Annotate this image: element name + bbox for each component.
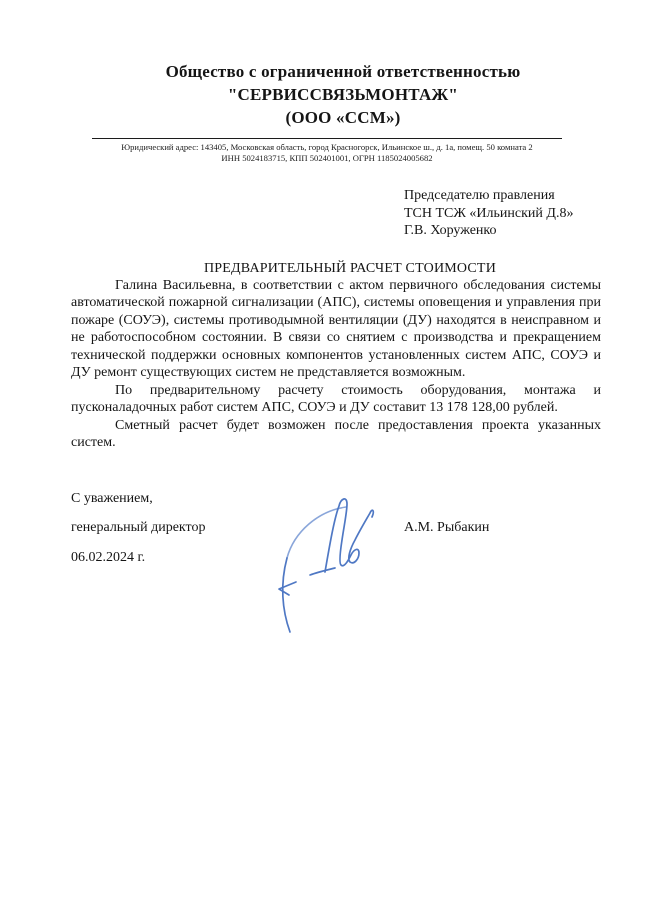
recipient-name: Г.В. Хоруженко [404, 223, 497, 238]
company-type-line: Общество с ограниченной ответственностью [165, 62, 521, 81]
company-name-line: "СЕРВИССВЯЗЬМОНТАЖ" [227, 85, 459, 104]
document-date: 06.02.2024 г. [71, 549, 146, 565]
signer-name: А.М. Рыбакин [404, 520, 490, 535]
signature-underdash [310, 568, 335, 575]
closing-phrase: С уважением, [71, 490, 153, 506]
recipient-organization: ТСН ТСЖ «Ильинский Д.8» [404, 205, 574, 221]
paragraph-estimate-condition: Сметный расчет будет возможен после предоставления проекта указанных систем. [71, 417, 601, 450]
legal-address-line: Юридический адрес: 143405, Московская область, город Красногорск, Ильинское ш., д. 1а, помещ. 50 комната 2 [121, 142, 533, 152]
company-short-name-line: (ООО «ССМ») [285, 108, 401, 127]
recipient-position: Председателю правления [404, 188, 555, 203]
company-header [71, 60, 601, 129]
header-divider-rule [92, 138, 562, 139]
registration-numbers-line: ИНН 5024183715, КПП 502401001, ОГРН 1185024005682 [221, 153, 433, 163]
paragraph-cost-estimate: По предварительному расчету стоимость оборудования, монтажа и пусконаладочных работ систем АПС, СОУЭ и ДУ составит 13 178 128,00 рублей. [71, 382, 601, 415]
recipient-block [404, 187, 601, 240]
signature-hook [279, 582, 296, 595]
document-title: ПРЕДВАРИТЕЛЬНЫЙ РАСЧЕТ СТОИМОСТИ [204, 260, 496, 276]
signer-position: генеральный директор [71, 520, 206, 535]
paragraph-inspection-findings: Галина Васильевна, в соответствии с актом первичного обследования системы автоматической пожарной сигнализации (АПС), системы оповещения и управления при пожаре (СОУЭ), системы противодымной вентиляции (ДУ) находятся в неисправном и не работоспособном состоянии. В связи со снятием с производства и прекращением технической поддержки основных компонентов установленных систем АПС, СОУЭ и ДУ ремонт существующих систем не представляется возможным. [71, 277, 601, 380]
signature-row [71, 519, 601, 537]
signature-arc-tail [283, 558, 290, 632]
company-requisites [92, 142, 562, 164]
